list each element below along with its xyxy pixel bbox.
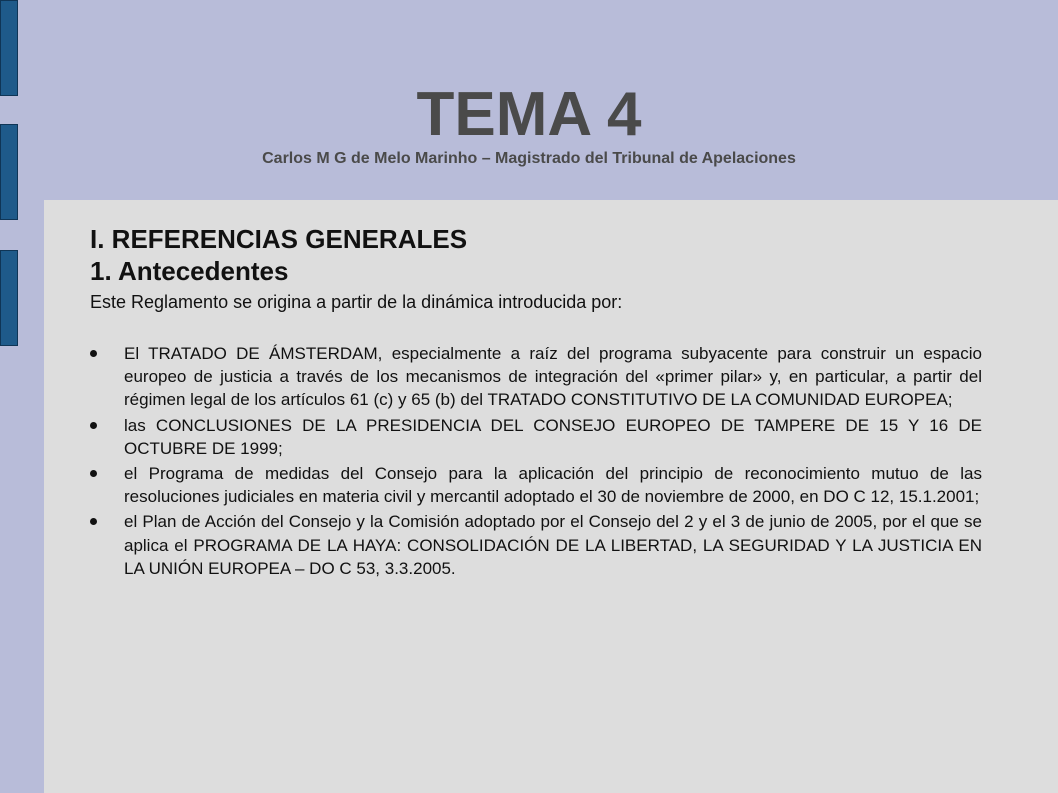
list-item-text: El TRATADO DE ÁMSTERDAM, especialmente a raíz del programa subyacente para construir un espacio europeo de justicia a través de los mecanismos de integración del «primer pilar» y, en particular, a partir del régimen legal de los artículos 61 (c) y 65 (b) del TRATADO CONSTITUTIVO DE LA COMUNIDAD EUROPEA; bbox=[124, 344, 982, 410]
intro-text: Este Reglamento se origina a partir de la dinámica introducida por: bbox=[90, 292, 623, 312]
list-item-text: el Plan de Acción del Consejo y la Comisión adoptado por el Consejo del 2 y el 3 de junio de 2005, por el que se aplica el PROGRAMA DE LA HAYA: CONSOLIDACIÓN DE LA LIBERTAD, LA SEGURIDAD Y LA JUSTICIA EN LA UNIÓN EUROPEA – DO C 53, 3.3.2005. bbox=[124, 512, 982, 578]
slide-title: TEMA 4 bbox=[416, 80, 642, 149]
list-item bbox=[90, 414, 982, 460]
list-item bbox=[90, 510, 982, 580]
bullet-list bbox=[90, 342, 982, 580]
bullet-icon bbox=[90, 470, 97, 477]
list-item-text: el Programa de medidas del Consejo para la aplicación del principio de reconocimiento mutuo de las resoluciones judiciales en materia civil y mercantil adoptado el 30 de noviembre de 2000, en DO C 12, 15.1.2001; bbox=[124, 464, 982, 507]
list-item bbox=[90, 462, 982, 508]
subsection-heading: 1. Antecedentes bbox=[90, 256, 289, 286]
bullet-icon bbox=[90, 422, 97, 429]
slide-subtitle: Carlos M G de Melo Marinho – Magistrado del Tribunal de Apelaciones bbox=[262, 150, 796, 167]
slide-content bbox=[90, 222, 982, 582]
section-heading: I. REFERENCIAS GENERALES bbox=[90, 224, 468, 254]
list-item bbox=[90, 342, 982, 412]
bullet-icon bbox=[90, 350, 97, 357]
bullet-icon bbox=[90, 518, 97, 525]
list-item-text: las CONCLUSIONES DE LA PRESIDENCIA DEL CONSEJO EUROPEO DE TAMPERE DE 15 Y 16 DE OCTUBRE DE 1999; bbox=[124, 415, 982, 458]
bar-block bbox=[0, 250, 18, 346]
